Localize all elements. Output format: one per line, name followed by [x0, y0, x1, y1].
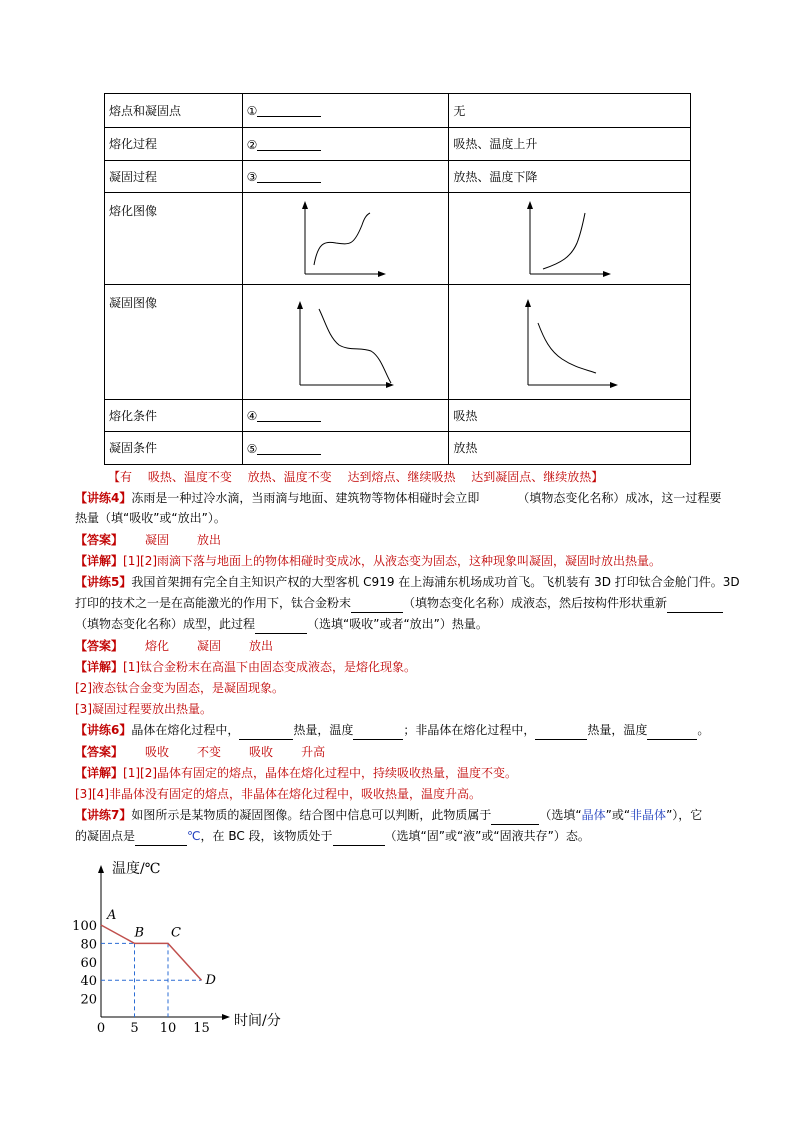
- amorphous-melting-graph: [449, 193, 691, 285]
- amorphous-cell: 放热: [449, 432, 691, 465]
- q7-line-1: 【讲练7】如图所示是某物质的凝固图像。结合图中信息可以判断，此物质属于 （选填“晶体”或“非晶体”），它: [75, 805, 702, 825]
- row-name: 熔化条件: [105, 400, 243, 432]
- x-tick-label: 0: [96, 1021, 106, 1035]
- q4-answer: 【答案】 凝固 放出: [75, 533, 222, 547]
- x-axis-label: 时间/分: [234, 1013, 281, 1029]
- row-name: 熔化图像: [105, 193, 243, 285]
- series-line: [101, 925, 202, 980]
- answer-blank[interactable]: [257, 104, 321, 117]
- row-name: 凝固过程: [105, 161, 243, 193]
- table-row: [105, 193, 691, 285]
- y-tick-label: 20: [80, 992, 97, 1008]
- x-axis-arrow-icon: [222, 1014, 230, 1020]
- comparison-table: [104, 93, 691, 465]
- row-name: 熔点和凝固点: [105, 94, 243, 128]
- table-row: [105, 285, 691, 400]
- point-label: D: [205, 973, 216, 989]
- q6-line: 【讲练6】晶体在熔化过程中， 热量，温度 ；非晶体在熔化过程中， 热量，温度 。: [75, 720, 709, 740]
- crystal-melting-curve-icon: [290, 199, 400, 279]
- crystal-cell: ④: [242, 400, 449, 432]
- x-tick-label: 15: [193, 1021, 210, 1035]
- q7-line-2: 的凝固点是 ℃，在 BC 段，该物质处于 （选填“固”或“液”或“固液共存”）态。: [75, 826, 590, 846]
- q4-line-1: 【讲练4】冻雨是一种过冷水滴，当雨滴与地面、建筑物等物体相碰时会立即 （填物态变化名称）成冰，这一过程要: [75, 491, 722, 505]
- table-answer-line: 【有 吸热、温度不变 放热、温度不变 达到熔点、继续吸热 达到凝固点、继续放热】: [108, 470, 604, 484]
- q5-explanation-2: [2]液态钛合金变为固态，是凝固现象。: [75, 681, 284, 695]
- point-label: C: [171, 925, 181, 941]
- table-row: [105, 432, 691, 465]
- q5-blank-3[interactable]: [255, 620, 307, 634]
- y-tick-label: 60: [80, 955, 97, 971]
- amorphous-melting-curve-icon: [515, 199, 625, 279]
- amorphous-cell: 吸热、温度上升: [449, 128, 691, 161]
- row-name: 凝固图像: [105, 285, 243, 400]
- q6-blank-3[interactable]: [535, 726, 587, 740]
- x-tick-label: 10: [159, 1021, 177, 1035]
- y-tick-label: 40: [80, 974, 97, 990]
- amorphous-cell: 放热、温度下降: [449, 161, 691, 193]
- table-row: [105, 94, 691, 128]
- y-axis-arrow-icon: [98, 865, 104, 873]
- amorphous-cell: 吸热: [449, 400, 691, 432]
- answer-blank[interactable]: [257, 138, 321, 151]
- row-name: 熔化过程: [105, 128, 243, 161]
- row-name: 凝固条件: [105, 432, 243, 465]
- table-row: [105, 400, 691, 432]
- table-row: [105, 161, 691, 193]
- point-label: A: [107, 908, 117, 923]
- crystal-cell: ③: [242, 161, 449, 193]
- q4-explanation: 【详解】[1][2]雨滴下落与地面上的物体相碰时变成冰，从液态变为固态，这种现象叫凝固，凝固时放出热量。: [75, 554, 662, 568]
- q7-blank-1[interactable]: [491, 811, 539, 825]
- point-label: B: [134, 925, 145, 941]
- crystal-cell: ②: [242, 128, 449, 161]
- q7-blank-2[interactable]: [135, 832, 187, 846]
- answer-blank[interactable]: [257, 442, 321, 455]
- q4-line-2: 热量（填“吸收”或“放出”）。: [75, 511, 226, 525]
- q6-blank-1[interactable]: [239, 726, 293, 740]
- crystal-cell: ①: [242, 94, 449, 128]
- crystal-solidifying-graph: [242, 285, 449, 400]
- amorphous-solidifying-graph: [449, 285, 691, 400]
- crystal-cell: ⑤: [242, 432, 449, 465]
- amorphous-solidifying-curve-icon: [510, 293, 630, 391]
- x-tick-label: 5: [130, 1021, 139, 1035]
- q6-explanation-1: 【详解】[1][2]晶体有固定的熔点，晶体在熔化过程中，持续吸收热量，温度不变。: [75, 766, 518, 780]
- q5-blank-2[interactable]: [667, 599, 723, 613]
- solidification-chart: [64, 855, 304, 1035]
- q7-blank-3[interactable]: [333, 832, 385, 846]
- y-tick-label: 80: [80, 937, 97, 953]
- crystal-melting-graph: [242, 193, 449, 285]
- answer-blank[interactable]: [257, 170, 321, 183]
- q5-blank-1[interactable]: [351, 599, 403, 613]
- amorphous-cell: 无: [449, 94, 691, 128]
- crystal-solidifying-curve-icon: [285, 293, 405, 391]
- q5-explanation-3: [3]凝固过程要放出热量。: [75, 702, 212, 716]
- q5-line-3: （填物态变化名称）成型，此过程 （选填“吸收”或者“放出”）热量。: [75, 614, 488, 634]
- q5-line-2: 打印的技术之一是在高能激光的作用下，钛合金粉末 （填物态变化名称）成液态，然后按构件形状重新: [75, 593, 723, 613]
- y-tick-label: 100: [72, 919, 97, 934]
- q6-explanation-2: [3][4]非晶体没有固定的熔点，非晶体在熔化过程中，吸收热量，温度升高。: [75, 787, 481, 801]
- y-axis-label: 温度/℃: [112, 861, 161, 877]
- answer-blank[interactable]: [257, 409, 321, 422]
- q5-answer: 【答案】 熔化 凝固 放出: [75, 639, 274, 653]
- q6-answer: 【答案】 吸收 不变 吸收 升高: [75, 745, 326, 759]
- q5-explanation-1: 【详解】[1]钛合金粉末在高温下由固态变成液态，是熔化现象。: [75, 660, 417, 674]
- table-row: [105, 128, 691, 161]
- q4-label: 【讲练4】: [75, 491, 132, 505]
- q5-line-1: 【讲练5】我国首架拥有完全自主知识产权的大型客机 C919 在上海浦东机场成功首飞。飞机装有 3D 打印钛合金舱门件。3D: [75, 575, 740, 589]
- q6-blank-4[interactable]: [647, 726, 697, 740]
- q6-blank-2[interactable]: [353, 726, 403, 740]
